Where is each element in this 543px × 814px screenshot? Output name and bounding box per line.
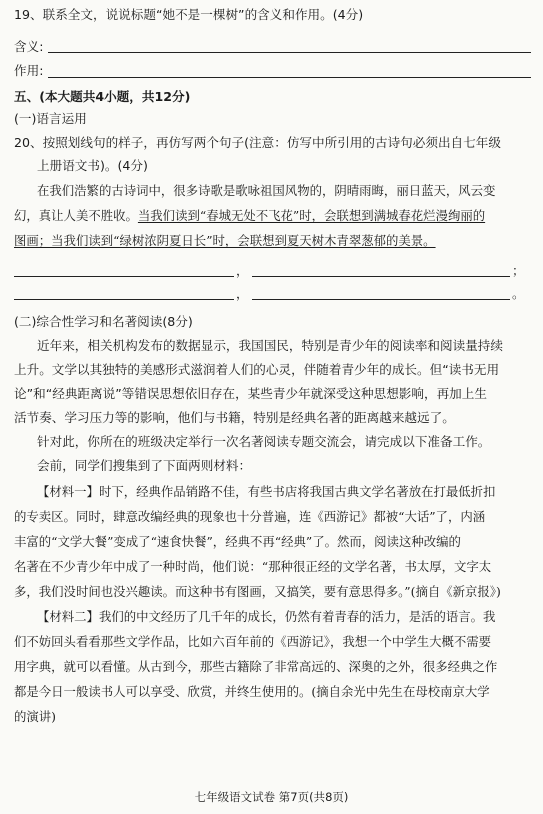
answer-separator-2: ， bbox=[236, 286, 249, 301]
material-one-line-5: 多，我们没时间也没兴趣读。而这种书有图画，又搞笑，要有意思得多。”(摘自《新京报》) bbox=[14, 584, 501, 599]
material-two-line-4: 都是今日一般读书人可以享受、欣赏，并终生使用的。(摘自余光中先生在母校南京大学 bbox=[14, 684, 490, 699]
material-two-line-5: 的演讲) bbox=[14, 709, 57, 724]
section-five-title: 五、(本大题共4小题，共12分) bbox=[14, 89, 191, 104]
intro-line-1: 近年来，相关机构发布的数据显示，我国国民，特别是青少年的阅读率和阅读量持续 bbox=[37, 338, 503, 353]
material-one-line-1: 【材料一】时下，经典作品销路不佳，有些书店将我国古典文学名著放在打最低折扣 bbox=[37, 484, 496, 499]
answer-end-1: ； bbox=[512, 263, 525, 278]
underlined-example-part1: 当我们读到“春城无处不飞花”时，会联想到满城春花烂漫绚丽的 bbox=[137, 208, 486, 223]
q19-function-label: 作用: bbox=[14, 63, 44, 78]
q20-prompt-line1: 20、按照划线句的样子，再仿写两个句子(注意：仿写中所引用的古诗句必须出自七年级 bbox=[14, 135, 501, 150]
material-two-line-3: 用字典，就可以看懂。从古到今，那些古籍除了非常高远的、深奥的之外，很多经典之作 bbox=[14, 659, 498, 674]
q20-prompt-line2: 上册语文书)。(4分) bbox=[37, 158, 148, 173]
answer-line-2b[interactable] bbox=[252, 299, 510, 300]
part-two-title: (二)综合性学习和名著阅读(8分) bbox=[14, 314, 193, 329]
intro-line-3: 论”和“经典距离说”等错误思想依旧存在，某些青少年就深受这种思想影响，再加上生 bbox=[14, 386, 487, 401]
q20-passage-lead: 幻，真让人美不胜收。 bbox=[14, 208, 138, 223]
underlined-example-part2: 图画；当我们读到“绿树浓阴夏日长”时，会联想到夏天树木青翠葱郁的美景。 bbox=[14, 233, 436, 248]
intro-line-4: 活节奏、学习压力等的影响，他们与书籍，特别是经典名著的距离越来越远了。 bbox=[14, 410, 455, 425]
material-one-line-2: 的专卖区。同时，肆意改编经典的现象也十分普遍，连《西游记》都被“大话”了，内涵 bbox=[14, 509, 486, 524]
q20-passage-line1: 在我们浩繁的古诗词中，很多诗歌是歌咏祖国风物的，阴晴雨晦，丽日蓝天，风云变 bbox=[37, 183, 496, 198]
answer-end-2: 。 bbox=[512, 286, 525, 301]
intro-line-2: 上升。文学以其独特的美感形式滋润着人们的心灵，伴随着青少年的成长。但“读书无用 bbox=[14, 362, 500, 377]
material-one-line-4: 名著在不少青少年中成了一种时尚，他们说：“那种很正经的文学名著，书太厚，文字太 bbox=[14, 559, 492, 574]
task-line: 针对此，你所在的班级决定举行一次名著阅读专题交流会，请完成以下准备工作。 bbox=[37, 434, 491, 449]
material-one-line-3: 丰富的“文学大餐”变成了“速食快餐”，经典不再“经典”了。然而，阅读这种改编的 bbox=[14, 534, 461, 549]
page-footer: 七年级语文试卷 第7页(共8页) bbox=[194, 790, 349, 804]
materials-intro-line: 会前，同学们搜集到了下面两则材料： bbox=[37, 458, 252, 473]
material-two-line-2: 们不妨回头看看那些文学作品，比如六百年前的《西游记》，我想一个中学生大概不需要 bbox=[14, 634, 492, 649]
q20-passage-line3 bbox=[14, 232, 533, 250]
q19-prompt: 19、联系全文，说说标题“她不是一棵树”的含义和作用。(4分) bbox=[14, 7, 364, 22]
function-answer-line[interactable] bbox=[48, 77, 531, 78]
part-one-title: (一)语言运用 bbox=[14, 111, 87, 126]
q20-passage-line2 bbox=[14, 207, 533, 225]
q19-meaning-label: 含义: bbox=[14, 39, 44, 54]
answer-separator-1: ， bbox=[236, 263, 249, 278]
meaning-answer-line[interactable] bbox=[48, 52, 531, 53]
answer-line-2a[interactable] bbox=[14, 299, 234, 300]
answer-line-1b[interactable] bbox=[252, 276, 510, 277]
material-two-line-1: 【材料二】我们的中文经历了几千年的成长，仍然有着青春的活力，是活的语言。我 bbox=[37, 609, 496, 624]
answer-line-1a[interactable] bbox=[14, 276, 234, 277]
